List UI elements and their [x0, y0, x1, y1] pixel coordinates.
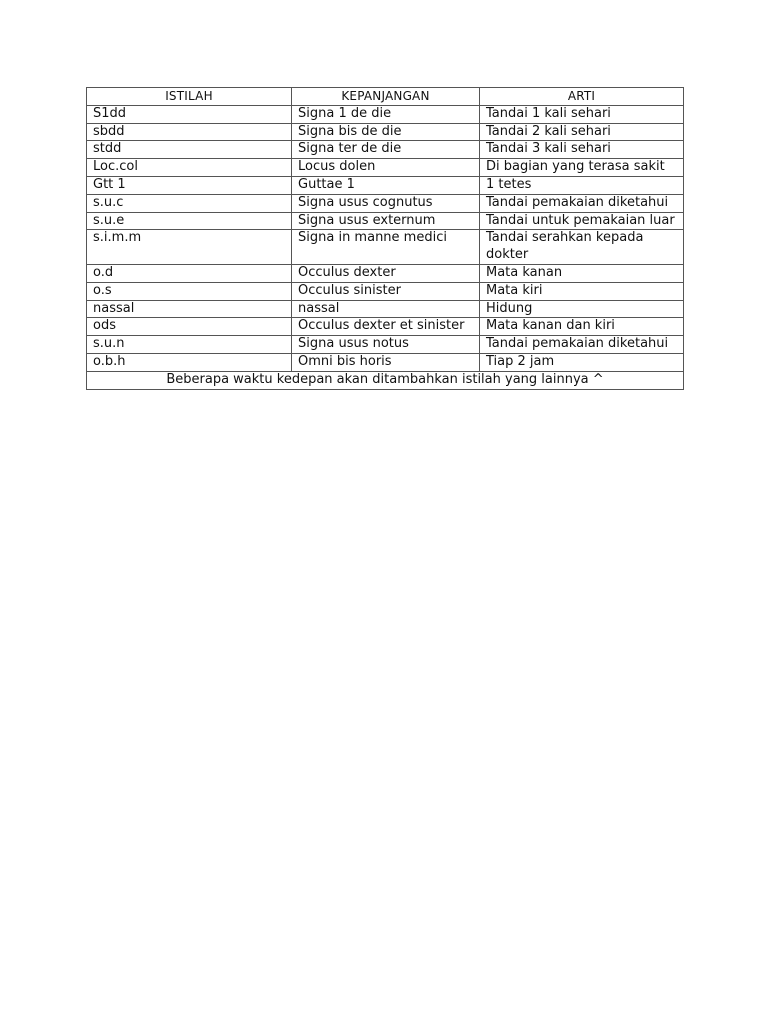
- table-row: [87, 264, 684, 282]
- cell-kepanjangan: Signa bis de die: [292, 123, 480, 141]
- cell-istilah: s.i.m.m: [87, 230, 292, 265]
- cell-kepanjangan: Omni bis horis: [292, 353, 480, 371]
- cell-kepanjangan: nassal: [292, 300, 480, 318]
- cell-arti: Tandai 1 kali sehari: [480, 105, 684, 123]
- header-kepanjangan: KEPANJANGAN: [292, 88, 480, 106]
- cell-arti: Hidung: [480, 300, 684, 318]
- cell-arti: Tandai 3 kali sehari: [480, 141, 684, 159]
- header-row: [87, 88, 684, 106]
- cell-istilah: Loc.col: [87, 159, 292, 177]
- header-arti: ARTI: [480, 88, 684, 106]
- table-row: [87, 141, 684, 159]
- cell-kepanjangan: Signa 1 de die: [292, 105, 480, 123]
- cell-arti: 1 tetes: [480, 176, 684, 194]
- cell-istilah: o.d: [87, 264, 292, 282]
- table-row: [87, 353, 684, 371]
- cell-istilah: nassal: [87, 300, 292, 318]
- table-footer-note: Beberapa waktu kedepan akan ditambahkan istilah yang lainnya ^: [87, 371, 684, 389]
- cell-arti: Tandai pemakaian diketahui: [480, 336, 684, 354]
- cell-istilah: o.s: [87, 282, 292, 300]
- cell-istilah: S1dd: [87, 105, 292, 123]
- cell-arti: Di bagian yang terasa sakit: [480, 159, 684, 177]
- table-row: [87, 105, 684, 123]
- cell-istilah: sbdd: [87, 123, 292, 141]
- terms-table: [86, 87, 684, 390]
- table-row: [87, 230, 684, 265]
- table-row: [87, 336, 684, 354]
- cell-arti: Tandai 2 kali sehari: [480, 123, 684, 141]
- cell-kepanjangan: Signa ter de die: [292, 141, 480, 159]
- table-row: [87, 212, 684, 230]
- cell-kepanjangan: Occulus dexter: [292, 264, 480, 282]
- cell-arti: Mata kanan: [480, 264, 684, 282]
- table-row: [87, 300, 684, 318]
- cell-kepanjangan: Signa usus notus: [292, 336, 480, 354]
- cell-kepanjangan: Locus dolen: [292, 159, 480, 177]
- cell-istilah: o.b.h: [87, 353, 292, 371]
- cell-kepanjangan: Guttae 1: [292, 176, 480, 194]
- footer-row: [87, 371, 684, 389]
- table-row: [87, 123, 684, 141]
- cell-istilah: Gtt 1: [87, 176, 292, 194]
- cell-istilah: ods: [87, 318, 292, 336]
- cell-kepanjangan: Occulus sinister: [292, 282, 480, 300]
- cell-istilah: s.u.e: [87, 212, 292, 230]
- table-row: [87, 194, 684, 212]
- table-row: [87, 282, 684, 300]
- cell-arti: Tandai pemakaian diketahui: [480, 194, 684, 212]
- table-row: [87, 176, 684, 194]
- header-istilah: ISTILAH: [87, 88, 292, 106]
- cell-kepanjangan: Signa in manne medici: [292, 230, 480, 265]
- cell-kepanjangan: Signa usus externum: [292, 212, 480, 230]
- cell-arti: Tiap 2 jam: [480, 353, 684, 371]
- cell-kepanjangan: Signa usus cognutus: [292, 194, 480, 212]
- cell-istilah: s.u.n: [87, 336, 292, 354]
- cell-arti: Mata kiri: [480, 282, 684, 300]
- cell-istilah: stdd: [87, 141, 292, 159]
- cell-arti: Mata kanan dan kiri: [480, 318, 684, 336]
- cell-kepanjangan: Occulus dexter et sinister: [292, 318, 480, 336]
- cell-istilah: s.u.c: [87, 194, 292, 212]
- table-row: [87, 159, 684, 177]
- cell-arti: Tandai untuk pemakaian luar: [480, 212, 684, 230]
- cell-arti: Tandai serahkan kepada dokter: [480, 230, 684, 265]
- table-row: [87, 318, 684, 336]
